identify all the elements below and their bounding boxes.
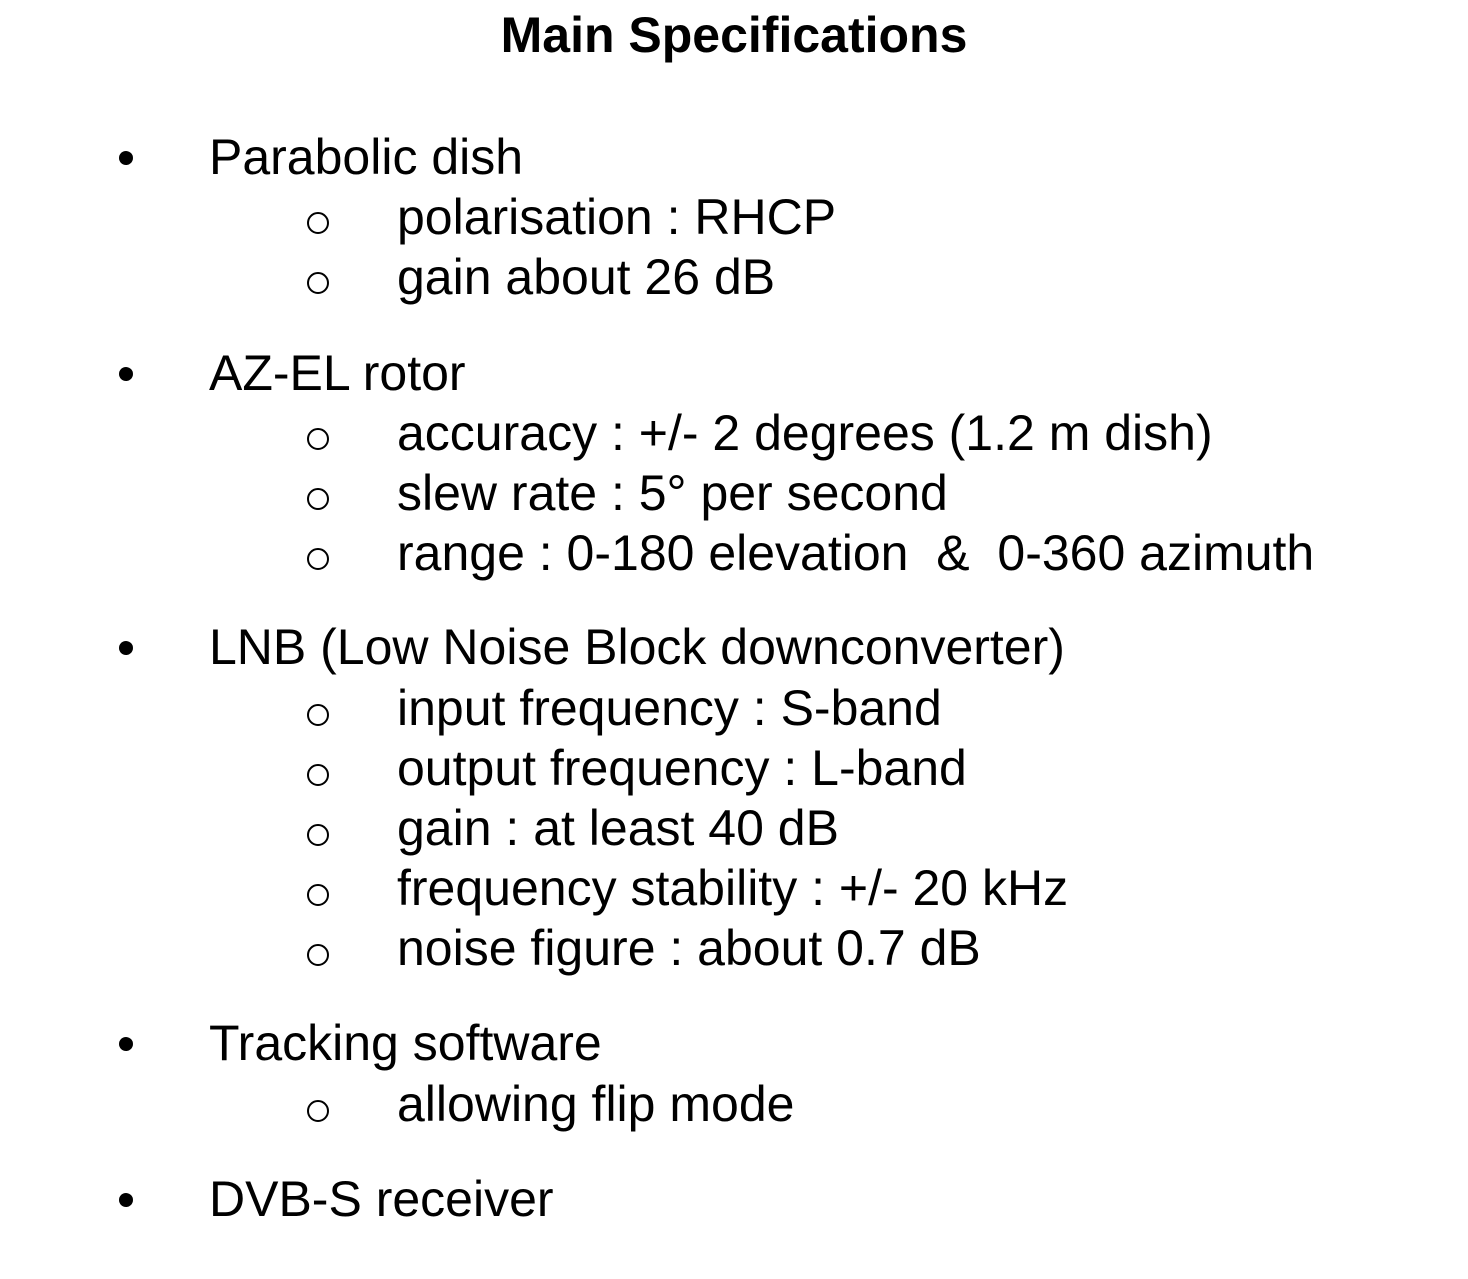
- bullet-icon: [116, 1190, 136, 1210]
- section-heading-lnb: LNB (Low Noise Block downconverter): [209, 619, 1065, 675]
- spec-item: slew rate : 5° per second: [397, 465, 948, 521]
- section-heading-az-el-rotor: AZ-EL rotor: [209, 345, 466, 401]
- spec-item: range : 0-180 elevation & 0-360 azimuth: [397, 525, 1315, 581]
- sub-bullet-icon: [305, 942, 331, 968]
- bullet-icon: [116, 148, 136, 168]
- section-heading-parabolic-dish: Parabolic dish: [209, 129, 524, 185]
- bullet-icon: [116, 364, 136, 384]
- sub-bullet-icon: [305, 426, 331, 452]
- spec-item: accuracy : +/- 2 degrees (1.2 m dish): [397, 405, 1213, 461]
- page-title: Main Specifications: [500, 7, 968, 63]
- section-heading-dvb-s-receiver: DVB-S receiver: [209, 1171, 554, 1227]
- spec-item: gain about 26 dB: [397, 249, 776, 305]
- spec-item: noise figure : about 0.7 dB: [397, 920, 981, 976]
- spec-item: output frequency : L-band: [397, 740, 967, 796]
- sub-bullet-icon: [305, 486, 331, 512]
- spec-item: input frequency : S-band: [397, 680, 942, 736]
- bullet-icon: [116, 638, 136, 658]
- sub-bullet-icon: [305, 882, 331, 908]
- bullet-icon: [116, 1034, 136, 1054]
- sub-bullet-icon: [305, 702, 331, 728]
- sub-bullet-icon: [305, 1098, 331, 1124]
- spec-item: polarisation : RHCP: [397, 189, 837, 245]
- spec-item: gain : at least 40 dB: [397, 800, 839, 856]
- sub-bullet-icon: [305, 546, 331, 572]
- spec-item: allowing flip mode: [397, 1076, 795, 1132]
- sub-bullet-icon: [305, 270, 331, 296]
- sub-bullet-icon: [305, 822, 331, 848]
- section-heading-tracking-software: Tracking software: [209, 1015, 602, 1071]
- sub-bullet-icon: [305, 210, 331, 236]
- spec-item: frequency stability : +/- 20 kHz: [397, 860, 1069, 916]
- sub-bullet-icon: [305, 762, 331, 788]
